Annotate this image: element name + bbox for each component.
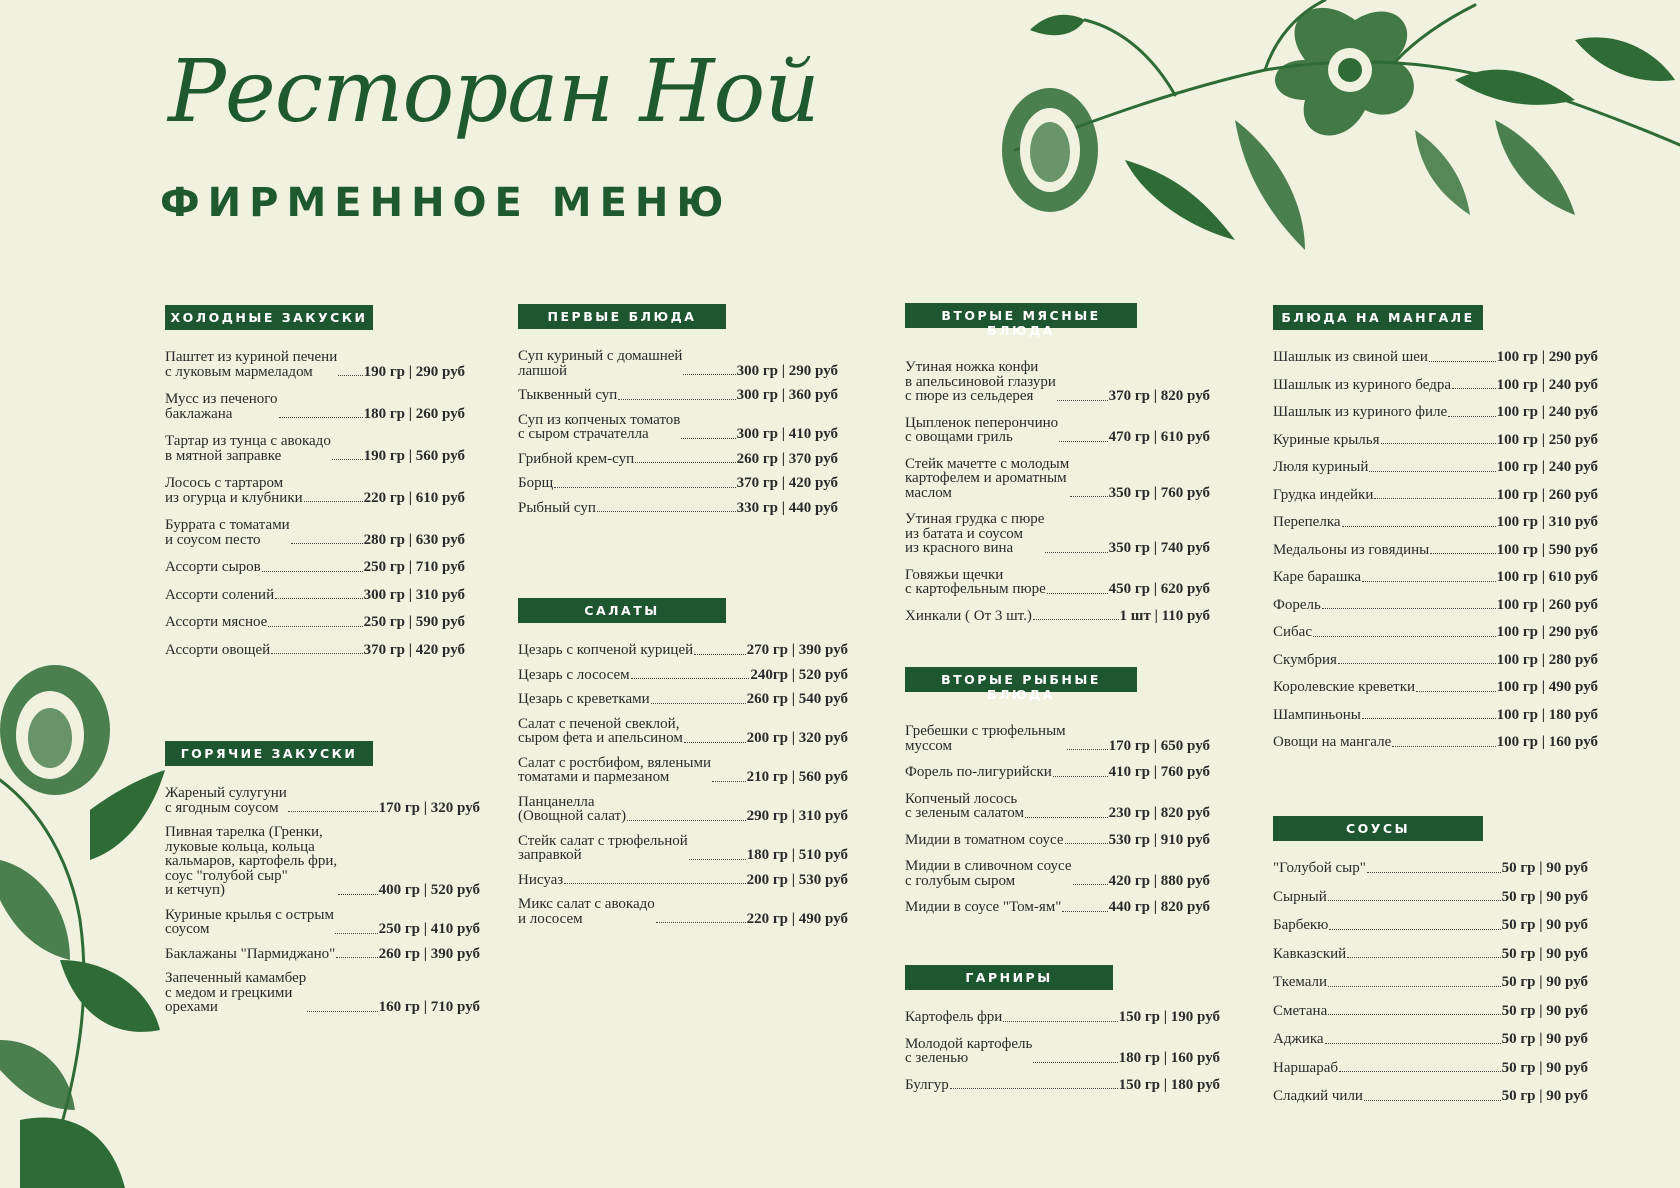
menu-item: [905, 360, 1210, 404]
menu-item-name: Кавказский: [1273, 945, 1347, 962]
menu-item: [905, 792, 1210, 821]
menu-item-name: Грудка индейки: [1273, 486, 1374, 503]
menu-item: [518, 873, 848, 888]
menu-item: [165, 615, 465, 630]
menu-item: [165, 947, 480, 962]
dot-leader: [335, 933, 378, 934]
menu-item-name: Рыбный суп: [518, 499, 596, 516]
menu-item: [518, 692, 848, 707]
dot-leader: [268, 626, 362, 627]
dot-leader: [1328, 1014, 1500, 1015]
dot-leader: [275, 598, 362, 599]
dot-leader: [681, 438, 735, 439]
menu-item-price: 230 гр | 820 руб: [1108, 805, 1210, 821]
dot-leader: [564, 883, 745, 884]
menu-item: [905, 568, 1210, 597]
menu-item-name: Буррата с томатами и соусом песто: [165, 517, 290, 548]
menu-item: [1273, 405, 1598, 420]
dot-leader: [338, 894, 377, 895]
menu-item: [905, 457, 1210, 501]
dot-leader: [1047, 593, 1108, 594]
menu-item-name: Гребешки с трюфельным муссом: [905, 723, 1066, 754]
menu-item-name: Куриные крылья с острым соусом: [165, 906, 335, 937]
menu-item-name: Сладкий чили: [1273, 1088, 1363, 1104]
menu-item-price: 100 гр | 610 руб: [1496, 569, 1598, 585]
menu-item-price: 150 гр | 190 руб: [1118, 1009, 1220, 1025]
dot-leader: [1452, 388, 1496, 389]
menu-item-price: 260 гр | 370 руб: [736, 450, 838, 467]
menu-item-price: 200 гр | 530 руб: [746, 871, 848, 888]
menu-item-name: Мусс из печеного баклажана: [165, 391, 278, 422]
menu-item-price: 170 гр | 650 руб: [1108, 737, 1210, 754]
menu-item: [1273, 861, 1588, 876]
menu-item: [1273, 708, 1598, 723]
menu-item-price: 50 гр | 90 руб: [1501, 974, 1588, 990]
menu-item-name: Молодой картофель с зеленью: [905, 1035, 1033, 1066]
menu-item-price: 270 гр | 390 руб: [746, 642, 848, 658]
menu-item: [518, 795, 848, 824]
section-header: ВТОРЫЕ МЯСНЫЕ БЛЮДА: [905, 303, 1137, 328]
section-hot-appetizers: [165, 741, 480, 1015]
menu-item-name: Стейк салат с трюфельной заправкой: [518, 832, 688, 863]
menu-item: [165, 971, 480, 1015]
menu-item-name: Салат с ростбифом, вялеными томатами и пармезаном: [518, 754, 711, 785]
menu-item-name: Сметана: [1273, 1002, 1328, 1019]
menu-item: [905, 1078, 1220, 1093]
menu-item-name: Салат с печеной свеклой, сыром фета и апельсином: [518, 715, 683, 746]
menu-item-price: 100 гр | 250 руб: [1496, 431, 1598, 448]
dot-leader: [1045, 552, 1107, 553]
dot-leader: [712, 781, 746, 782]
section-header: ГАРНИРЫ: [905, 965, 1113, 990]
menu-item-name: Ассорти овощей: [165, 641, 271, 658]
menu-item-price: 100 гр | 490 руб: [1496, 679, 1598, 695]
menu-item: [518, 452, 838, 467]
dot-leader: [635, 462, 735, 463]
menu-item-name: Сырный: [1273, 888, 1327, 905]
menu-item: [518, 897, 848, 926]
dot-leader: [1062, 911, 1107, 912]
menu-item: [1273, 735, 1598, 750]
dot-leader: [618, 399, 735, 400]
menu-item: [1273, 598, 1598, 613]
menu-item-name: Стейк мачетте с молодым картофелем и ароматным маслом: [905, 455, 1070, 501]
menu-item-name: Королевские креветки: [1273, 679, 1416, 695]
menu-item-price: 250 гр | 410 руб: [378, 921, 480, 937]
section-soups: [518, 304, 838, 515]
dot-leader: [683, 374, 735, 375]
menu-item-name: Ассорти сыров: [165, 559, 261, 575]
floral-branch-illustration-top: [975, 0, 1680, 260]
menu-item-price: 370 гр | 420 руб: [363, 641, 465, 658]
menu-item-price: 100 гр | 310 руб: [1496, 514, 1598, 530]
menu-item-price: 240гр | 520 руб: [750, 666, 848, 683]
menu-item: [1273, 488, 1598, 503]
menu-item: [1273, 1004, 1588, 1019]
menu-item-name: Перепелка: [1273, 514, 1341, 530]
menu-item: [165, 476, 465, 505]
dot-leader: [1338, 663, 1496, 664]
menu-item-name: Сибас: [1273, 624, 1312, 640]
dot-leader: [1057, 400, 1108, 401]
menu-item-price: 350 гр | 740 руб: [1108, 540, 1210, 556]
dot-leader: [631, 678, 750, 679]
menu-item: [1273, 433, 1598, 448]
dot-leader: [1329, 929, 1500, 930]
menu-item: [165, 643, 465, 658]
menu-item-price: 50 гр | 90 руб: [1501, 1002, 1588, 1019]
menu-item: [905, 1037, 1220, 1066]
menu-item-price: 250 гр | 590 руб: [363, 614, 465, 630]
menu-item: [165, 825, 480, 898]
menu-item-name: Лосось с тартаром из огурца и клубники: [165, 475, 303, 506]
menu-item-name: Баклажаны "Пармиджано": [165, 945, 336, 962]
menu-item-name: Говяжьи щечки с картофельным пюре: [905, 566, 1046, 597]
menu-item-price: 260 гр | 540 руб: [746, 691, 848, 707]
menu-item-name: Утиная ножка конфи в апельсиновой глазури с пюре из сельдерея: [905, 359, 1056, 404]
menu-item-price: 180 гр | 510 руб: [746, 847, 848, 863]
section-header: ПЕРВЫЕ БЛЮДА: [518, 304, 726, 329]
menu-item: [1273, 1061, 1588, 1076]
menu-item: [1273, 1089, 1588, 1104]
menu-item-name: Тыквенный суп: [518, 387, 618, 403]
menu-item-price: 220 гр | 490 руб: [746, 910, 848, 927]
restaurant-title: Ресторан Ной: [168, 42, 819, 142]
menu-item-price: 300 гр | 290 руб: [736, 362, 838, 379]
menu-item: [165, 518, 465, 547]
dot-leader: [1059, 441, 1107, 442]
menu-item-name: Мидии в сливочном соусе с голубым сыром: [905, 858, 1072, 889]
menu-item-price: 190 гр | 560 руб: [363, 447, 465, 464]
menu-item-price: 1 шт | 110 руб: [1119, 607, 1210, 624]
menu-subtitle: ФИРМЕННОЕ МЕНЮ: [160, 180, 732, 226]
menu-item-price: 50 гр | 90 руб: [1501, 1031, 1588, 1047]
menu-item-price: 410 гр | 760 руб: [1108, 764, 1210, 780]
menu-item: [1273, 543, 1598, 558]
menu-item-name: Суп куриный с домашней лапшой: [518, 348, 683, 379]
menu-item: [518, 756, 848, 785]
menu-item-name: Панцанелла (Овощной салат): [518, 793, 627, 824]
dot-leader: [689, 859, 746, 860]
menu-item-name: Тартар из тунца с авокадо в мятной заправке: [165, 433, 331, 464]
menu-item: [905, 765, 1210, 780]
menu-item-name: Грибной крем-суп: [518, 450, 635, 467]
menu-item: [165, 350, 465, 379]
section-header: САЛАТЫ: [518, 598, 726, 623]
dot-leader: [1362, 718, 1496, 719]
menu-item-name: Цыпленок пеперончино с овощами гриль: [905, 414, 1059, 445]
section-fish-mains: [905, 667, 1210, 915]
menu-item-price: 50 гр | 90 руб: [1501, 945, 1588, 962]
dot-leader: [1374, 498, 1495, 499]
menu-item-price: 450 гр | 620 руб: [1108, 581, 1210, 597]
menu-item-price: 420 гр | 880 руб: [1108, 872, 1210, 889]
floral-branch-illustration-left: [0, 660, 170, 1188]
menu-item-price: 50 гр | 90 руб: [1501, 888, 1588, 905]
menu-item-price: 300 гр | 360 руб: [736, 387, 838, 403]
menu-item: [1273, 918, 1588, 933]
menu-item: [165, 560, 465, 575]
dot-leader: [1430, 553, 1495, 554]
section-header: ВТОРЫЕ РЫБНЫЕ БЛЮДА: [905, 667, 1137, 692]
menu-item-price: 290 гр | 310 руб: [746, 808, 848, 824]
menu-item-name: Микс салат с авокадо и лососем: [518, 896, 655, 927]
section-cold-appetizers: [165, 305, 465, 657]
section-sides: [905, 965, 1220, 1092]
menu-item: [518, 349, 838, 378]
dot-leader: [291, 543, 363, 544]
menu-item-name: Шашлык из свиной шеи: [1273, 349, 1428, 365]
section-header: БЛЮДА НА МАНГАЛЕ: [1273, 305, 1483, 330]
menu-item-name: Цезарь с лососем: [518, 666, 630, 683]
menu-item: [518, 476, 838, 491]
menu-item-name: Наршараб: [1273, 1059, 1338, 1076]
menu-item: [905, 416, 1210, 445]
menu-item-name: Копченый лосось с зеленым салатом: [905, 790, 1024, 821]
menu-item-name: Цезарь с копченой курицей: [518, 642, 694, 658]
menu-item: [165, 908, 480, 937]
menu-item-name: Форель: [1273, 596, 1321, 613]
section-sauces: [1273, 816, 1588, 1104]
menu-item: [518, 501, 838, 516]
menu-item-price: 250 гр | 710 руб: [363, 559, 465, 575]
menu-item-name: Скумбрия: [1273, 651, 1337, 668]
menu-item-name: Шампиньоны: [1273, 706, 1361, 723]
menu-item-price: 170 гр | 320 руб: [378, 799, 480, 816]
menu-item: [1273, 947, 1588, 962]
dot-leader: [1369, 471, 1495, 472]
menu-item-price: 190 гр | 290 руб: [363, 363, 465, 380]
menu-item-name: Люля куриный: [1273, 459, 1369, 475]
menu-item-price: 400 гр | 520 руб: [378, 882, 480, 898]
dot-leader: [1416, 691, 1496, 692]
dot-leader: [1322, 608, 1496, 609]
menu-item-price: 50 гр | 90 руб: [1501, 860, 1588, 876]
menu-item-name: Запеченный камамбер с медом и грецкими орехами: [165, 970, 307, 1015]
menu-item-price: 100 гр | 240 руб: [1496, 404, 1598, 420]
menu-item: [905, 512, 1210, 556]
menu-item-price: 530 гр | 910 руб: [1108, 831, 1210, 848]
section-header: ГОРЯЧИЕ ЗАКУСКИ: [165, 741, 373, 766]
dot-leader: [1003, 1021, 1117, 1022]
menu-item-price: 370 гр | 420 руб: [736, 475, 838, 491]
dot-leader: [1429, 361, 1496, 362]
menu-item: [1273, 975, 1588, 990]
menu-item: [165, 392, 465, 421]
menu-item-name: Мидии в томатном соусе: [905, 831, 1064, 848]
menu-item-name: Нисуаз: [518, 871, 564, 888]
menu-item-price: 100 гр | 290 руб: [1496, 349, 1598, 365]
menu-item-name: Цезарь с креветками: [518, 691, 650, 707]
menu-item-name: Картофель фри: [905, 1009, 1003, 1025]
dot-leader: [1339, 1071, 1501, 1072]
dot-leader: [1328, 986, 1501, 987]
dot-leader: [1070, 496, 1107, 497]
menu-item-name: Утиная грудка с пюре из батата и соусом из красного вина: [905, 511, 1045, 556]
menu-item: [518, 668, 848, 683]
menu-item: [1273, 625, 1598, 640]
dot-leader: [262, 571, 363, 572]
menu-item-name: Шашлык из куриного бедра: [1273, 376, 1451, 393]
menu-item-name: Паштет из куриной печени с луковым мармеладом: [165, 349, 338, 380]
menu-item-price: 100 гр | 290 руб: [1496, 624, 1598, 640]
dot-leader: [288, 811, 378, 812]
menu-item: [905, 609, 1210, 624]
section-meat-mains: [905, 303, 1210, 623]
menu-item-name: Хинкали ( От 3 шт.): [905, 607, 1032, 624]
section-grill: [1273, 305, 1598, 750]
dot-leader: [307, 1011, 377, 1012]
menu-item-name: Борщ: [518, 475, 554, 491]
menu-item: [1273, 890, 1588, 905]
menu-item: [165, 434, 465, 463]
menu-item-price: 100 гр | 590 руб: [1496, 541, 1598, 558]
dot-leader: [627, 820, 745, 821]
menu-item: [165, 588, 465, 603]
menu-item-name: Форель по-лигурийски: [905, 764, 1052, 780]
menu-item: [1273, 350, 1598, 365]
menu-item-name: "Голубой сыр": [1273, 860, 1366, 876]
dot-leader: [950, 1088, 1118, 1089]
menu-item-name: Шашлык из куриного филе: [1273, 404, 1448, 420]
section-header: СОУСЫ: [1273, 816, 1483, 841]
menu-item: [1273, 653, 1598, 668]
menu-item-price: 100 гр | 240 руб: [1496, 459, 1598, 475]
dot-leader: [684, 742, 746, 743]
menu-item-price: 300 гр | 310 руб: [363, 586, 465, 603]
menu-item: [1273, 460, 1598, 475]
menu-item-price: 260 гр | 390 руб: [378, 945, 480, 962]
menu-item: [1273, 378, 1598, 393]
menu-item-price: 330 гр | 440 руб: [736, 499, 838, 516]
menu-item-price: 100 гр | 280 руб: [1496, 651, 1598, 668]
menu-item-price: 160 гр | 710 руб: [378, 999, 480, 1015]
dot-leader: [304, 501, 363, 502]
menu-item-price: 50 гр | 90 руб: [1501, 917, 1588, 933]
menu-item: [518, 413, 838, 442]
menu-item: [518, 717, 848, 746]
dot-leader: [1381, 443, 1496, 444]
menu-item-price: 210 гр | 560 руб: [746, 769, 848, 785]
menu-item: [518, 834, 848, 863]
dot-leader: [332, 459, 363, 460]
menu-item-name: Суп из копченых томатов с сыром страчателла: [518, 411, 681, 442]
menu-item: [1273, 570, 1598, 585]
dot-leader: [694, 654, 745, 655]
dot-leader: [554, 487, 735, 488]
dot-leader: [1313, 636, 1496, 637]
menu-item-price: 100 гр | 260 руб: [1496, 486, 1598, 503]
dot-leader: [1448, 416, 1495, 417]
menu-item-price: 150 гр | 180 руб: [1118, 1076, 1220, 1093]
menu-item-price: 440 гр | 820 руб: [1108, 899, 1210, 915]
section-header: ХОЛОДНЫЕ ЗАКУСКИ: [165, 305, 373, 330]
menu-item-name: Ассорти солений: [165, 586, 275, 603]
menu-item-price: 300 гр | 410 руб: [736, 426, 838, 442]
menu-item: [905, 859, 1210, 888]
dot-leader: [271, 653, 362, 654]
dot-leader: [597, 511, 736, 512]
menu-item: [518, 388, 838, 403]
menu-item-price: 180 гр | 260 руб: [363, 405, 465, 422]
menu-item-price: 50 гр | 90 руб: [1501, 1088, 1588, 1104]
dot-leader: [1328, 900, 1501, 901]
menu-item: [905, 833, 1210, 848]
dot-leader: [338, 375, 362, 376]
menu-item-name: Аджика: [1273, 1031, 1324, 1047]
menu-item-price: 100 гр | 260 руб: [1496, 596, 1598, 613]
menu-item-price: 350 гр | 760 руб: [1108, 484, 1210, 501]
menu-item-price: 100 гр | 240 руб: [1496, 376, 1598, 393]
dot-leader: [656, 922, 746, 923]
menu-item-name: Булгур: [905, 1076, 949, 1093]
dot-leader: [1025, 817, 1108, 818]
menu-item-price: 200 гр | 320 руб: [746, 730, 848, 746]
menu-item-price: 370 гр | 820 руб: [1108, 388, 1210, 404]
dot-leader: [1367, 872, 1501, 873]
menu-item: [905, 724, 1210, 753]
menu-item-name: Овощи на мангале: [1273, 734, 1392, 750]
dot-leader: [1053, 776, 1108, 777]
dot-leader: [279, 417, 363, 418]
dot-leader: [1065, 843, 1108, 844]
menu-item: [518, 643, 848, 658]
menu-item-name: Жареный сулугуни с ягодным соусом: [165, 785, 287, 816]
menu-item-price: 280 гр | 630 руб: [363, 531, 465, 548]
dot-leader: [1033, 1062, 1117, 1063]
dot-leader: [1325, 1043, 1501, 1044]
menu-item: [1273, 680, 1598, 695]
section-salads: [518, 598, 848, 926]
menu-item: [1273, 515, 1598, 530]
dot-leader: [1364, 1100, 1501, 1101]
menu-item-price: 470 гр | 610 руб: [1108, 429, 1210, 445]
dot-leader: [1392, 746, 1495, 747]
dot-leader: [336, 957, 377, 958]
dot-leader: [1033, 619, 1119, 620]
menu-item: [905, 1010, 1220, 1025]
dot-leader: [651, 703, 746, 704]
menu-item-price: 220 гр | 610 руб: [363, 489, 465, 506]
menu-item: [905, 900, 1210, 915]
menu-item-name: Мидии в соусе "Том-ям": [905, 899, 1062, 915]
dot-leader: [1067, 749, 1108, 750]
dot-leader: [1073, 884, 1108, 885]
menu-item-price: 100 гр | 160 руб: [1496, 734, 1598, 750]
menu-item: [165, 786, 480, 815]
dot-leader: [1342, 526, 1496, 527]
menu-item-name: Каре барашка: [1273, 569, 1362, 585]
menu-item-price: 100 гр | 180 руб: [1496, 706, 1598, 723]
menu-item-price: 180 гр | 160 руб: [1118, 1050, 1220, 1066]
menu-item-name: Барбекю: [1273, 917, 1329, 933]
menu-item-price: 50 гр | 90 руб: [1501, 1059, 1588, 1076]
dot-leader: [1362, 581, 1496, 582]
menu-item-name: Ткемали: [1273, 974, 1328, 990]
dot-leader: [1347, 957, 1500, 958]
menu-item-name: Куриные крылья: [1273, 431, 1380, 448]
menu-item: [1273, 1032, 1588, 1047]
menu-item-name: Ассорти мясное: [165, 614, 268, 630]
menu-item-name: Медальоны из говядины: [1273, 541, 1430, 558]
menu-item-name: Пивная тарелка (Гренки, луковые кольца, кольца кальмаров, картофель фри, соус "голубой сыр" и кетчуп): [165, 824, 338, 898]
